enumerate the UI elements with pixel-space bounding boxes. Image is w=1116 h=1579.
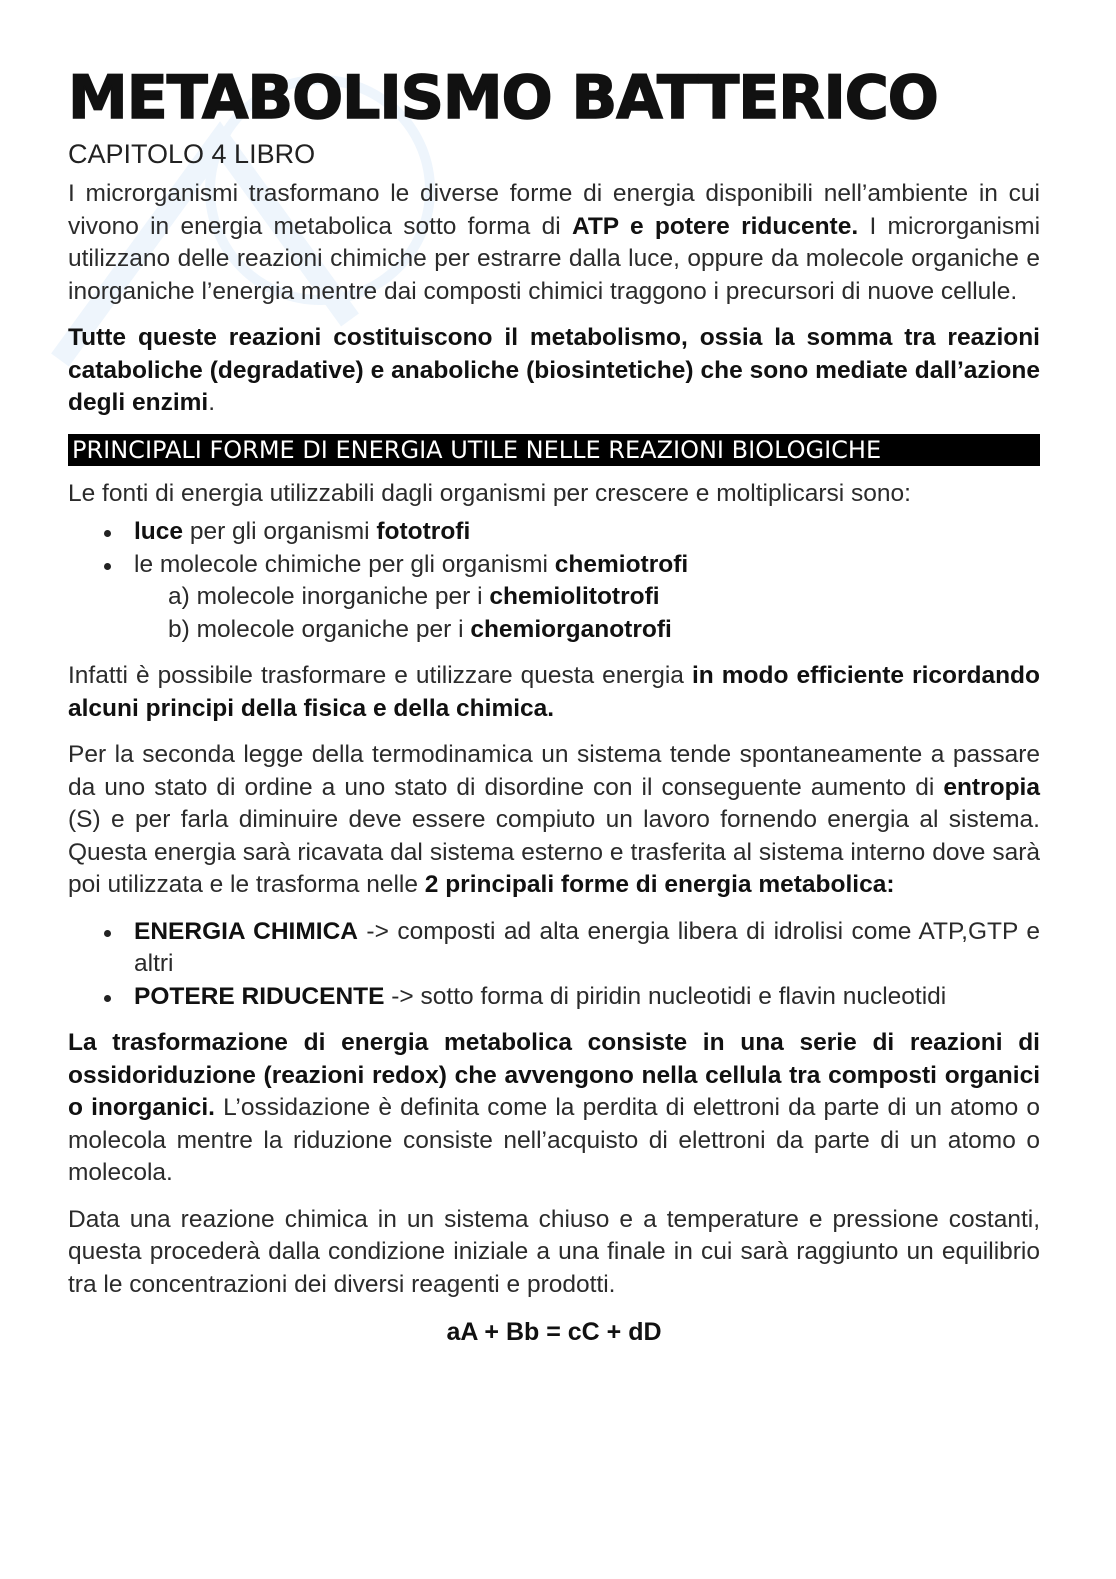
list-item-bold-2: chemiotrofi <box>554 550 689 578</box>
list-item-bold-1: luce <box>134 518 184 545</box>
form-text: -> composti ad alta energia libera di idrolisi come ATP,GTP e altri <box>134 917 1040 977</box>
form-bold: POTERE RIDUCENTE <box>134 982 385 1010</box>
sub-list-item-text: a) molecole inorganiche per i <box>168 583 490 610</box>
redox-paragraph <box>68 1027 1040 1190</box>
metabolism-paragraph <box>68 322 1040 420</box>
list-item <box>68 981 1040 1014</box>
list-item <box>68 516 1040 549</box>
forms-list <box>68 916 1040 1014</box>
sub-list-item <box>68 581 1040 614</box>
metabolism-text: . <box>208 389 216 416</box>
list-item <box>68 549 1040 582</box>
intro-text-2: I microrganismi utilizzano delle reazioni chimiche per estrarre dalla luce, oppure da molecole organiche e inorganiche l’energia mentre dai composti chimici traggono i precursori di nuove cellule. <box>68 212 1041 305</box>
document-page <box>68 62 1040 1349</box>
intro-bold-1: ATP e potere riducente. <box>571 212 859 240</box>
redox-bold: La trasformazione di energia metabolica consiste in una serie di reazioni di ossidoriduzione (reazioni redox) che avvengono nella cellula tra composti organici o inorganici. <box>68 1029 1040 1121</box>
sub-list-item-text: b) molecole organiche per i <box>168 615 471 643</box>
metabolism-bold: Tutte queste reazioni costituiscono il metabolismo, ossia la somma tra reazioni cataboliche (degradative) e anaboliche (biosintetiche) che sono mediate dall’azione degli enzimi <box>68 324 1040 416</box>
efficient-text: Infatti è possibile trasformare e utilizzare questa energia <box>68 662 692 689</box>
sub-list-item <box>68 614 1040 647</box>
page-subtitle: CAPITOLO 4 LIBRO <box>68 139 316 169</box>
sub-list-item-bold: chemiorganotrofi <box>470 615 672 643</box>
intro-text-1: I microrganismi trasformano le diverse forme di energia disponibili nell’ambiente in cui vivono in energia metabolica sotto forma di <box>68 180 1040 240</box>
sources-intro: Le fonti di energia utilizzabili dagli organismi per crescere e moltiplicarsi sono: <box>68 479 911 507</box>
form-text: -> sotto forma di piridin nucleotidi e flavin nucleotidi <box>384 982 947 1010</box>
thermo-bold-1: entropia <box>943 773 1040 801</box>
list-item-bold-2: fototrofi <box>376 518 471 545</box>
redox-text: L’ossidazione è definita come la perdita di elettroni da parte di un atomo o molecola mentre la riduzione consiste nell’acquisto di elettroni da parte di un atomo o molecola. <box>68 1094 1040 1186</box>
thermo-text-1: Per la seconda legge della termodinamica un sistema tende spontaneamente a passare da uno stato di ordine a uno stato di disordine con il conseguente aumento di <box>68 741 1040 801</box>
list-item-text: le molecole chimiche per gli organismi <box>134 550 555 578</box>
efficient-bold: in modo efficiente ricordando alcuni principi della fisica e della chimica. <box>68 662 1040 722</box>
efficient-paragraph <box>68 660 1040 725</box>
equilibrium-paragraph: Data una reazione chimica in un sistema chiuso e a temperature e pressione costanti, questa procederà dalla condizione iniziale a una finale in cui sarà raggiunto un equilibrio tra le concentrazioni dei diversi reagenti e prodotti. <box>68 1205 1040 1298</box>
thermo-bold-2: 2 principali forme di energia metabolica: <box>424 871 895 898</box>
form-bold: ENERGIA CHIMICA <box>134 917 358 945</box>
sub-list-item-bold: chemiolitotrofi <box>489 583 660 610</box>
list-item <box>68 916 1040 981</box>
thermo-paragraph <box>68 739 1040 902</box>
section-heading: PRINCIPALI FORME DI ENERGIA UTILE NELLE REAZIONI BIOLOGICHE <box>68 434 1040 466</box>
thermo-text-2: (S) e per farla diminuire deve essere compiuto un lavoro fornendo energia al sistema. Questa energia sarà ricavata dal sistema esterno e trasferita al sistema interno dove sarà poi utilizzata e le trasforma nelle <box>68 806 1040 898</box>
chemical-equation: aA + Bb = cC + dD <box>446 1318 662 1346</box>
list-item-text: per gli organismi <box>183 518 377 545</box>
intro-paragraph <box>68 178 1040 308</box>
page-title: METABOLISMO BATTERICO <box>68 63 938 133</box>
sources-list <box>68 516 1040 646</box>
